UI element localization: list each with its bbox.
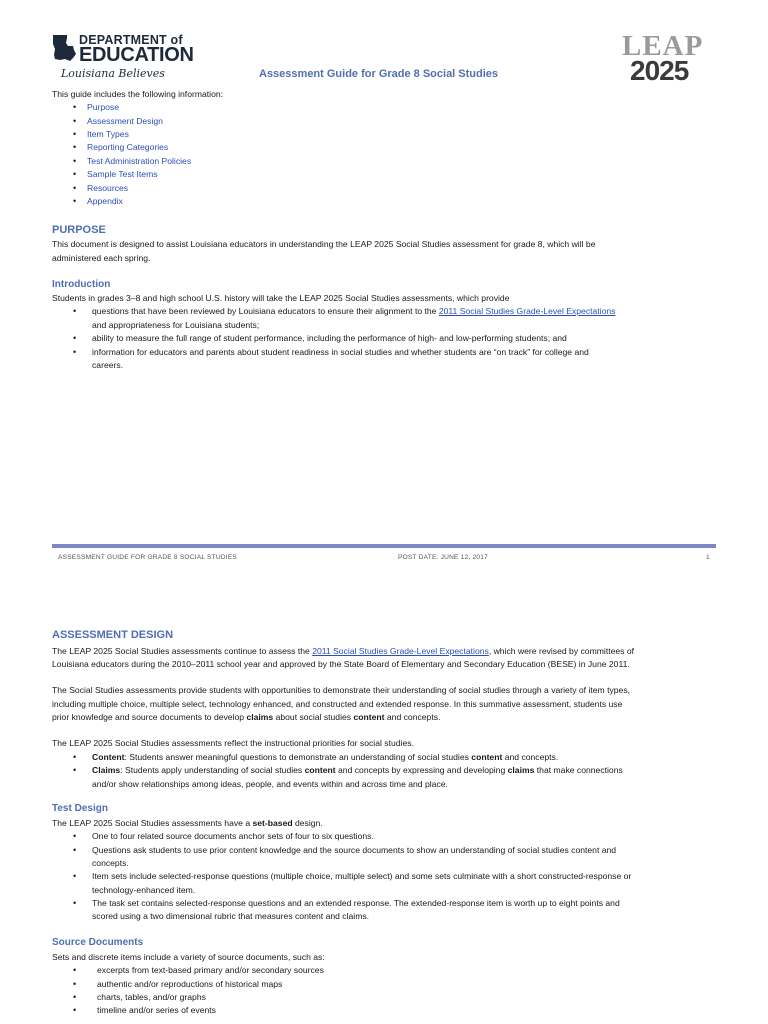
toc-link-item-types[interactable]: Item Types	[87, 129, 129, 139]
test-design-bullet-2: Questions ask students to use prior content knowledge and the source documents to show an understanding of social studies content and	[92, 845, 617, 855]
source-documents-item: excerpts from text-based primary and/or secondary sources	[97, 965, 324, 975]
bullet-dot: •	[73, 333, 77, 343]
toc-link-reporting-categories[interactable]: Reporting Categories	[87, 142, 169, 152]
paragraph-text: and concepts.	[502, 752, 559, 762]
test-design-bullet-2-line-2: concepts.	[92, 858, 129, 868]
bold-term: claims	[246, 712, 274, 722]
purpose-heading: PURPOSE	[52, 224, 106, 236]
source-documents-item: authentic and/or reproductions of historical maps	[97, 979, 283, 989]
toc-link-purpose[interactable]: Purpose	[87, 102, 120, 112]
paragraph-text: : Students answer meaningful questions to demonstrate an understanding of social studies	[124, 752, 472, 762]
bullet-dot: •	[73, 156, 77, 166]
bullet-dot: •	[73, 765, 77, 775]
test-design-bullet-4-line-2: scored using a two dimensional rubric that measures content and claims.	[92, 911, 370, 921]
toc-link-sample-test-items[interactable]: Sample Test Items	[87, 169, 158, 179]
footer-guide-title: ASSESSMENT GUIDE FOR GRADE 8 SOCIAL STUDIES	[58, 554, 237, 561]
year-wordmark: 2025	[630, 55, 689, 86]
leap-2025-logo	[622, 30, 718, 86]
introduction-bullet-2: ability to measure the full range of student performance, including the performance of high- and low-performing students; and	[92, 333, 567, 343]
tagline: Louisiana Believes	[61, 67, 165, 80]
paragraph-text: design.	[292, 818, 323, 828]
introduction-lead: Students in grades 3–8 and high school U.S. history will take the LEAP 2025 Social Studies assessments, which provide	[52, 293, 510, 303]
bullet-dot: •	[73, 183, 77, 193]
bullet-dot: •	[73, 752, 77, 762]
bullet-dot: •	[73, 169, 77, 179]
claims-bullet-line-2: and/or show relationships among ideas, people, and events within and across time and place.	[92, 779, 448, 789]
bullet-dot: •	[73, 142, 77, 152]
test-design-bullet-3: Item sets include selected-response questions (multiple choice, multiple select) and some sets culminate with a short constructed-response or	[92, 871, 632, 881]
toc-link-assessment-design[interactable]: Assessment Design	[87, 116, 163, 126]
source-documents-item: charts, tables, and/or graphs	[97, 992, 206, 1002]
purpose-paragraph-line-2: administered each spring.	[52, 253, 151, 263]
test-design-bullet-3-line-2: technology-enhanced item.	[92, 885, 196, 895]
test-design-lead	[52, 817, 323, 830]
paragraph-text: and concepts.	[384, 712, 441, 722]
source-documents-item: timeline and/or series of events	[97, 1005, 216, 1015]
assessment-design-paragraph-3: The LEAP 2025 Social Studies assessments reflect the instructional priorities for social studies.	[52, 738, 414, 748]
bold-term: Claims	[92, 765, 121, 775]
bullet-dot: •	[73, 196, 77, 206]
paragraph-text: and concepts by expressing and developing	[335, 765, 508, 775]
bullet-dot: •	[73, 898, 77, 908]
assessment-design-paragraph-2-line-1: The Social Studies assessments provide students with opportunities to demonstrate their understanding of social studies through a variety of item types,	[52, 685, 631, 695]
source-documents-lead: Sets and discrete items include a variety of source documents, such as:	[52, 952, 325, 962]
test-design-bullet-1: One to four related source documents anchor sets of four to six questions.	[92, 831, 374, 841]
toc-link-appendix[interactable]: Appendix	[87, 196, 123, 206]
bullet-dot: •	[73, 965, 77, 975]
assessment-design-paragraph-2-line-3	[52, 711, 440, 724]
assessment-design-paragraph-1	[52, 645, 634, 658]
bullet-dot: •	[73, 845, 77, 855]
bold-term: Content	[92, 752, 125, 762]
document-title: Assessment Guide for Grade 8 Social Studies	[259, 68, 499, 80]
bullet-dot: •	[73, 347, 77, 357]
paragraph-text: , which were revised by committees of	[488, 646, 635, 656]
paragraph-text: The LEAP 2025 Social Studies assessments continue to assess the	[52, 646, 313, 656]
bullet-dot: •	[73, 1005, 77, 1015]
paragraph-text: The LEAP 2025 Social Studies assessments have a	[52, 818, 253, 828]
content-bullet	[92, 751, 558, 764]
introduction-bullet-1	[92, 305, 615, 318]
bullet-dot: •	[73, 871, 77, 881]
paragraph-text: about social studies	[273, 712, 354, 722]
page-2	[0, 582, 768, 1024]
paragraph-text: that make connections	[534, 765, 623, 775]
claims-bullet	[92, 764, 623, 777]
louisiana-state-icon	[52, 34, 76, 62]
test-design-bullet-4: The task set contains selected-response questions and an extended response. The extended-response item is worth up to eight points and	[92, 898, 620, 908]
introduction-bullet-3-line-2: careers.	[92, 360, 124, 370]
assessment-design-paragraph-2-line-2: including multiple choice, multiple select, technology enhanced, and constructed and extended response. In this summative assessment, students use	[52, 699, 623, 709]
department-of-label: DEPARTMENT of	[79, 33, 183, 47]
assessment-design-heading: ASSESSMENT DESIGN	[52, 629, 174, 641]
toc-link-resources[interactable]: Resources	[87, 183, 129, 193]
introduction-bullet-3: information for educators and parents about student readiness in social studies and whether students are “on track” for college and	[92, 347, 589, 357]
bold-term: set-based	[252, 818, 293, 828]
bullet-dot: •	[73, 306, 77, 316]
introduction-heading: Introduction	[52, 279, 111, 290]
paragraph-text: : Students apply understanding of social studies	[120, 765, 305, 775]
toc-intro: This guide includes the following information:	[52, 89, 224, 99]
footer-page-number: 1	[706, 554, 710, 561]
assessment-design-paragraph-1-line-2: Louisiana educators during the 2010–2011 school year and approved by the State Board of Elementary and Secondary Education (BESE) in June 2011.	[52, 659, 630, 669]
gle-link-2[interactable]: 2011 Social Studies Grade-Level Expectations	[312, 646, 489, 656]
department-of-education-logo	[52, 33, 194, 80]
footer-divider	[52, 544, 716, 548]
bold-term: content	[353, 712, 385, 722]
footer-post-date: POST DATE: JUNE 12, 2017	[398, 554, 488, 561]
bullet-dot: •	[73, 129, 77, 139]
bullet-dot: •	[73, 102, 77, 112]
introduction-bullet-1-line-2: and appropriateness for Louisiana students;	[92, 320, 260, 330]
purpose-paragraph-line-1: This document is designed to assist Louisiana educators in understanding the LEAP 2025 Social Studies assessment for grade 8, which will be	[52, 239, 596, 249]
bullet-dot: •	[73, 979, 77, 989]
toc-link-test-administration-policies[interactable]: Test Administration Policies	[87, 156, 192, 166]
paragraph-text: prior knowledge and source documents to develop	[52, 712, 247, 722]
bullet-dot: •	[73, 992, 77, 1002]
education-label: EDUCATION	[79, 44, 194, 66]
source-documents-heading: Source Documents	[52, 937, 144, 948]
bold-term: content	[304, 765, 336, 775]
gle-link[interactable]: 2011 Social Studies Grade-Level Expectations	[438, 306, 616, 316]
leap-wordmark: LEAP	[622, 30, 704, 62]
bold-term: claims	[507, 765, 535, 775]
test-design-heading: Test Design	[52, 803, 108, 814]
bullet-dot: •	[73, 831, 77, 841]
bullet-dot: •	[73, 116, 77, 126]
bold-term: content	[471, 752, 503, 762]
introduction-bullet-1-text: questions that have been reviewed by Louisiana educators to ensure their alignment to the	[92, 306, 439, 316]
